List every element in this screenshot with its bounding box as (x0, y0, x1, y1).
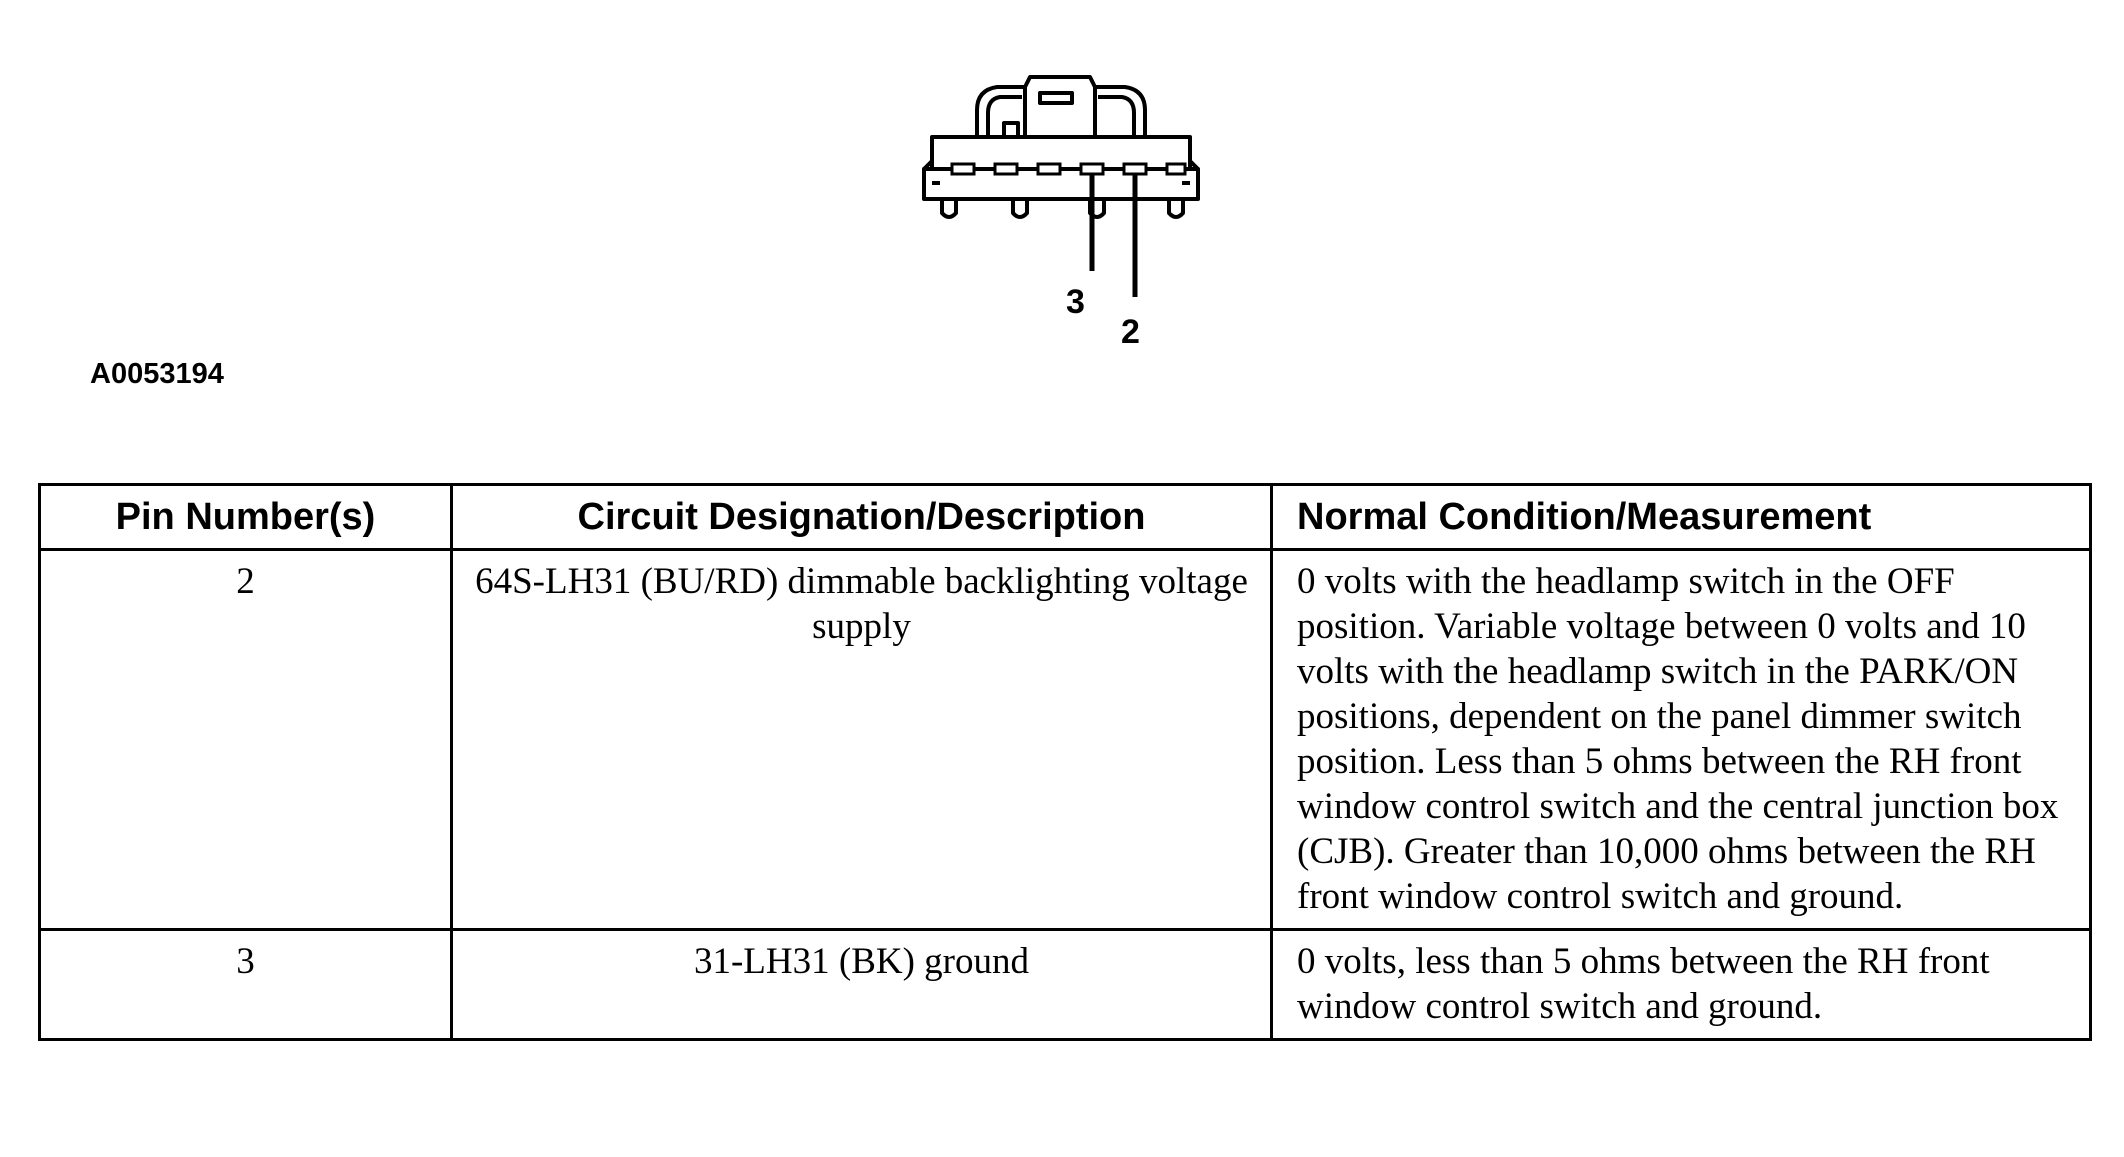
table-header-row (40, 485, 2091, 550)
header-pin-numbers: Pin Number(s) (40, 485, 452, 550)
pin-cavity (995, 164, 1017, 174)
circuit-description-cell: 31-LH31 (BK) ground (452, 930, 1272, 1040)
pin-number-cell: 2 (40, 550, 452, 930)
condition-cell: 0 volts, less than 5 ohms between the RH front window control switch and ground. (1272, 930, 2091, 1040)
pin-cavity-2 (1124, 164, 1146, 174)
header-circuit-designation: Circuit Designation/Description (452, 485, 1272, 550)
table-row (40, 930, 2091, 1040)
callout-pin-3: 3 (1066, 283, 1085, 321)
pin-table (38, 483, 2092, 1041)
figure-id: A0053194 (90, 358, 224, 390)
header-normal-condition: Normal Condition/Measurement (1272, 485, 2091, 550)
pin-cavity (1167, 164, 1185, 174)
pin-cavity (952, 164, 974, 174)
pin-number-cell: 3 (40, 930, 452, 1040)
condition-cell: 0 volts with the headlamp switch in the OFF position. Variable voltage between 0 volts and 10 volts with the headlamp switch in the PARK/ON positions, dependent on the panel dimmer switch position. Less than 5 ohms between the RH front window control switch and the central junction box (CJB). Greater than 10,000 ohms between the RH front window control switch and ground. (1272, 550, 2091, 930)
circuit-description-cell: 64S-LH31 (BU/RD) dimmable backlighting voltage supply (452, 550, 1272, 930)
connector-diagram (900, 65, 1250, 345)
pin-cavity (1038, 164, 1060, 174)
pin-cavity-3 (1081, 164, 1103, 174)
table-row (40, 550, 2091, 930)
callout-pin-2: 2 (1121, 313, 1140, 345)
